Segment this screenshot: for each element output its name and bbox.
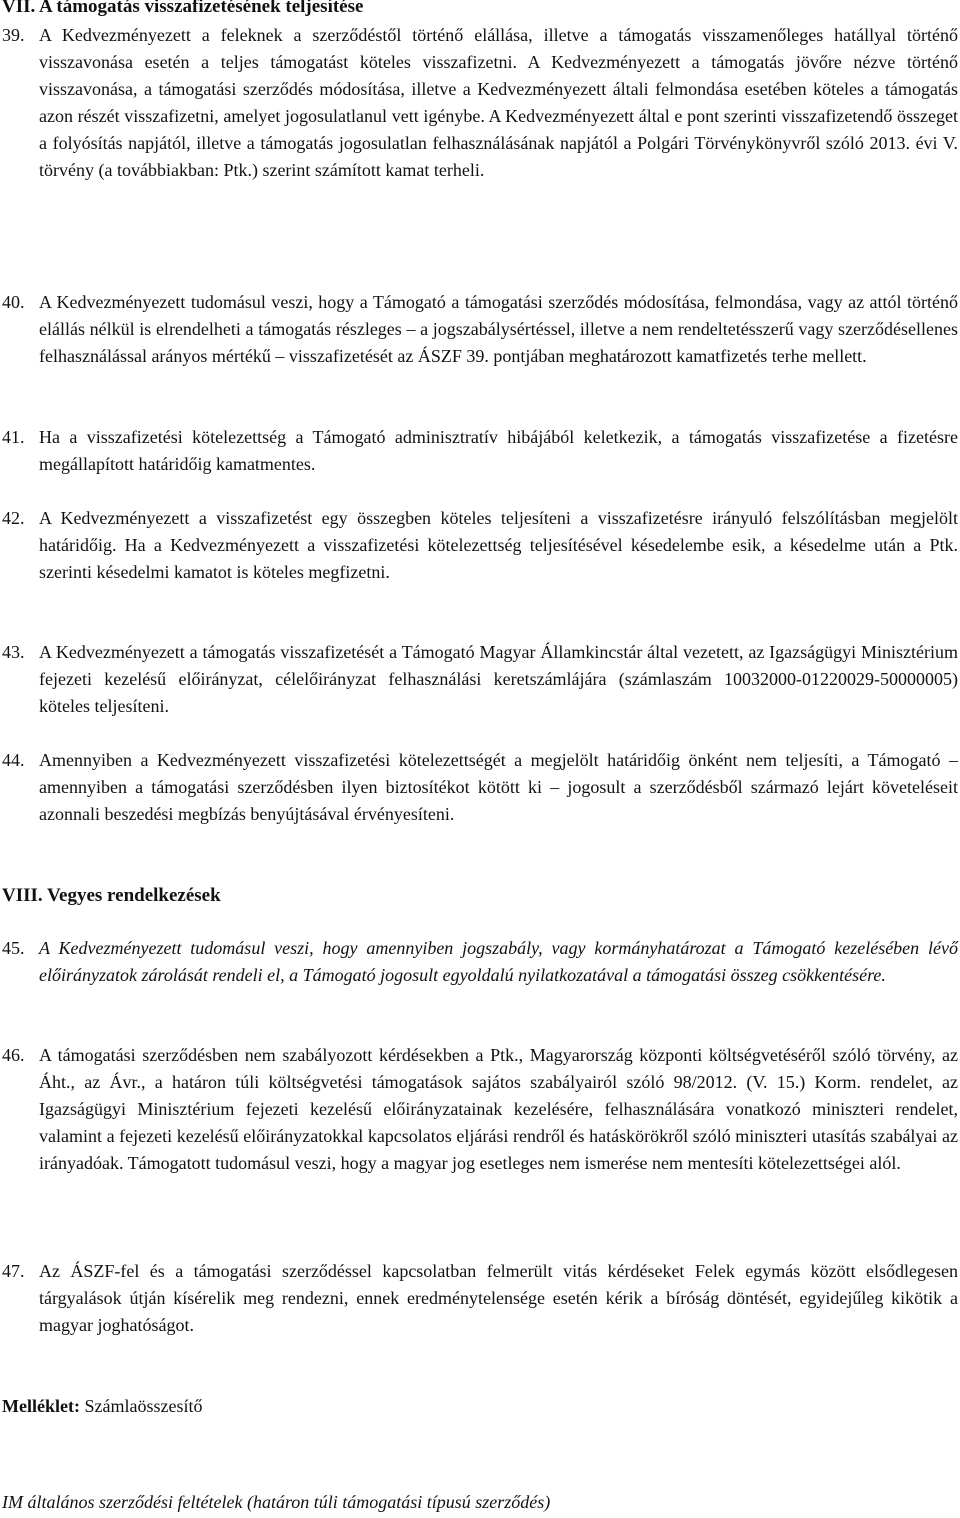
paragraph-40: [0, 289, 958, 370]
annex-value: Számlaösszesítő: [84, 1396, 203, 1416]
paragraph-text: Az ÁSZF-fel és a támogatási szerződéssel kapcsolatban felmerült vitás kérdéseket Felek egymás között elsődlegesen tárgyalások útján kísérelik meg rendezni, ennek eredménytelensége esetén kérik a bíróság döntését, egyidejűleg kikötik a magyar joghatóságot.: [39, 1261, 958, 1335]
annex-label: Melléklet:: [2, 1396, 80, 1416]
paragraph-42: [0, 505, 958, 586]
paragraph-number: 44.: [2, 750, 25, 770]
paragraph-number: 42.: [2, 508, 25, 528]
paragraph-number: 46.: [2, 1045, 25, 1065]
paragraph-text: Ha a visszafizetési kötelezettség a Támogató adminisztratív hibájából keletkezik, a támogatás visszafizetése a fizetésre megállapított határidőig kamatmentes.: [39, 427, 958, 474]
paragraph-number: 41.: [2, 427, 25, 447]
paragraph-text: A Kedvezményezett a visszafizetést egy összegben köteles teljesíteni a visszafizetésre irányuló felszólításban megjelölt határidőig. Ha a Kedvezményezett a visszafizetési kötelezettség teljesítésével késedelembe esik, a késedelme után a Ptk. szerinti késedelmi kamatot is köteles megfizetni.: [39, 508, 958, 582]
page-footer: IM általános szerződési feltételek (határon túli támogatási típusú szerződés): [2, 1492, 551, 1512]
annex-line: [2, 1394, 202, 1418]
paragraph-text: A Kedvezményezett tudomásul veszi, hogy a Támogató a támogatási szerződés módosítása, felmondása, vagy az attól történő elállás nélkül is elrendelheti a támogatás részleges – a jogszabálysértéssel, illetve a nem rendeltetésszerű vagy szerződésellenes felhasználással arányos mértékű – visszafizetését az ÁSZF 39. pontjában meghatározott kamatfizetés terhe mellett.: [39, 292, 958, 366]
paragraph-text: Amennyiben a Kedvezményezett visszafizetési kötelezettségét a megjelölt határidőig önként nem teljesíti, a Támogató – amennyiben a támogatási szerződésben ilyen biztosítékot kötött ki – jogosult a szerződésből származó lejárt követeléseit azonnali beszedési megbízás benyújtásával érvényesíteni.: [39, 750, 958, 824]
paragraph-text: A támogatási szerződésben nem szabályozott kérdésekben a Ptk., Magyarország központi költségvetéséről szóló törvény, az Áht., az Ávr., a határon túli költségvetési támogatások sajátos szabályairól szóló 98/2012. (V. 15.) Korm. rendelet, az Igazságügyi Minisztérium fejezeti kezelésű előirányzatainak kezelésére, felhasználására vonatkozó miniszteri rendelet, valamint a fejezeti kezelésű előirányzatokkal kapcsolatos eljárási rendről és hatáskörökről szóló miniszteri utasítás szabályai az irányadóak. Támogatott tudomásul veszi, hogy a magyar jog esetleges nem ismerése nem mentesíti kötelezettségei alól.: [39, 1045, 958, 1173]
paragraph-39: [0, 22, 958, 184]
paragraph-45: [0, 935, 958, 989]
paragraph-number: 39.: [2, 25, 25, 45]
paragraph-number: 43.: [2, 642, 25, 662]
paragraph-number: 47.: [2, 1261, 25, 1281]
paragraph-43: [0, 639, 958, 720]
paragraph-41: [0, 424, 958, 478]
paragraph-46: [0, 1042, 958, 1177]
paragraph-number: 45.: [2, 938, 25, 958]
paragraph-text: A Kedvezményezett a támogatás visszafizetését a Támogató Magyar Államkincstár által vezetett, az Igazságügyi Minisztérium fejezeti kezelésű előirányzat, célelőirányzat felhasználási keretszámlájára (számlaszám 10032000-01220029-50000005) köteles teljesíteni.: [39, 642, 958, 716]
section-viii-heading: VIII. Vegyes rendelkezések: [2, 885, 221, 906]
section-vii-heading: VII. A támogatás visszafizetésének teljesítése: [2, 0, 364, 17]
paragraph-47: [0, 1258, 958, 1339]
paragraph-44: [0, 747, 958, 828]
paragraph-text: A Kedvezményezett tudomásul veszi, hogy amennyiben jogszabály, vagy kormányhatározat a Támogató kezelésében lévő előirányzatok zárolását rendeli el, a Támogató jogosult egyoldalú nyilatkozatával a támogatási összeg csökkentésére.: [39, 938, 958, 985]
paragraph-text: A Kedvezményezett a feleknek a szerződéstől történő elállása, illetve a támogatás visszamenőleges hatállyal történő visszavonása esetén a teljes támogatást köteles visszafizetni. A Kedvezményezett a támogatás jövőre nézve történő visszavonása, a támogatási szerződés módosítása, illetve a Kedvezményezett általi felmondása esetében köteles a támogatás azon részét visszafizetni, amelyet jogosulatlanul vett igénybe. A Kedvezményezett által e pont szerinti visszafizetendő összeget a folyósítás napjától, illetve a támogatás jogosulatlan felhasználásának napjától a Polgári Törvénykönyvről szóló 2013. évi V. törvény (a továbbiakban: Ptk.) szerint számított kamat terheli.: [39, 25, 958, 180]
paragraph-number: 40.: [2, 292, 25, 312]
